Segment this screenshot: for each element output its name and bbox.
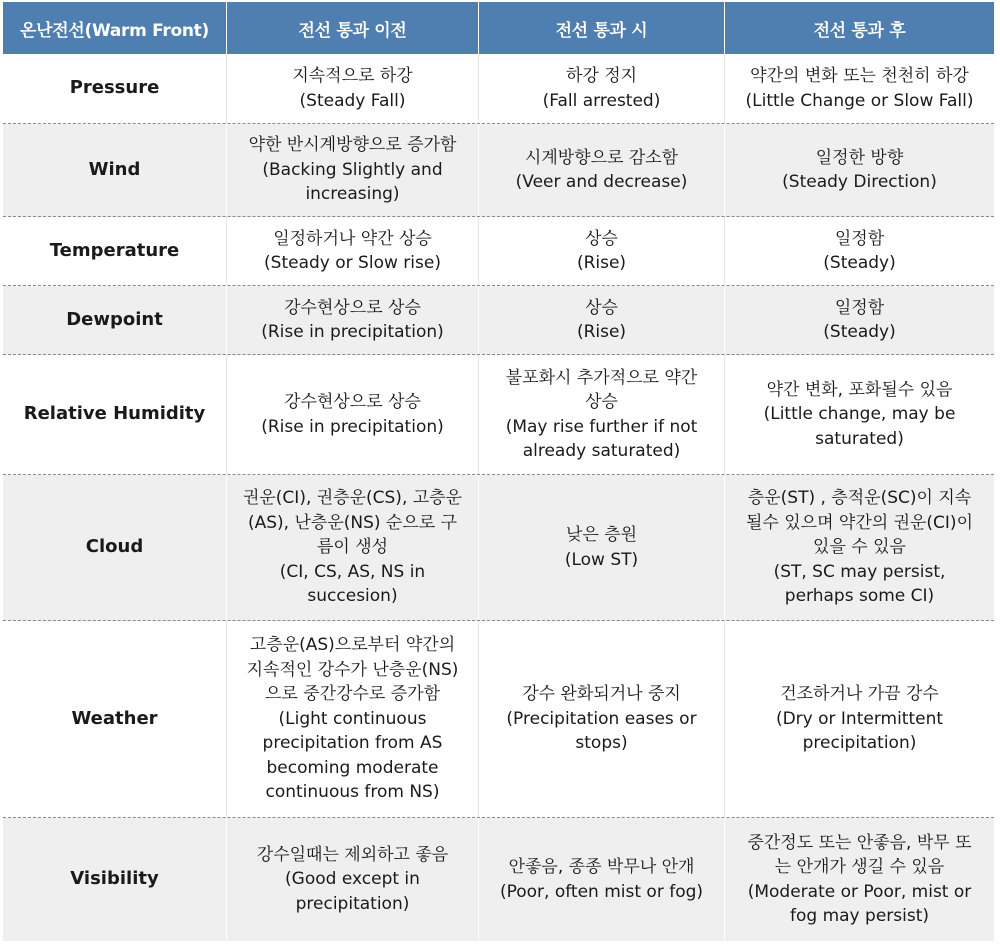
cell-text-line: 될수 있으며 약간의 권운(CI)이 — [745, 512, 973, 533]
table-header-row — [3, 2, 994, 54]
cell-text-line: 상승 — [585, 392, 618, 412]
cell-text-line: (Low ST) — [564, 549, 639, 570]
row-label: Visibility — [3, 818, 227, 941]
cell-text-line: precipitation) — [802, 733, 917, 754]
cell-text-line: (Fall arrested) — [542, 90, 661, 111]
cell-text-line: (Rise) — [576, 253, 627, 273]
header-before-passage: 전선 통과 이전 — [227, 2, 479, 54]
cell-text-line: 강수일때는 제외하고 좋음 — [256, 844, 449, 865]
cell-text-line: 약간 변화, 포화될수 있음 — [766, 379, 953, 400]
cell-after — [725, 818, 994, 941]
cell-text-line: 강수현상으로 상승 — [284, 297, 421, 318]
cell-text-line: 지속적으로 하강 — [292, 66, 413, 86]
table-row — [3, 621, 994, 818]
table-row — [3, 355, 994, 475]
cell-text-line: 강수현상으로 상승 — [284, 392, 421, 412]
cell-text-line: 상승 — [585, 297, 618, 318]
cell-after — [725, 475, 994, 620]
cell-text-line: (Steady Fall) — [299, 90, 406, 111]
cell-text-line: 름이 생성 — [316, 537, 389, 558]
cell-text-line: precipitation) — [295, 893, 410, 914]
table-row — [3, 818, 994, 941]
cell-text-line: 약한 반시계방향으로 증가함 — [248, 135, 457, 156]
table-row — [3, 124, 994, 217]
cell-after — [725, 621, 994, 817]
cell-text-line: already saturated) — [522, 441, 681, 461]
warm-front-table — [3, 2, 994, 941]
cell-text-line: 하강 정지 — [565, 66, 638, 86]
table-row — [3, 217, 994, 286]
header-title: 온난전선(Warm Front) — [3, 2, 227, 54]
cell-text-line: 상승 — [585, 228, 618, 249]
cell-text-line: (Little change, may be — [763, 404, 956, 425]
cell-during — [479, 286, 725, 354]
row-label: Relative Humidity — [3, 355, 227, 474]
cell-before — [227, 54, 479, 123]
cell-before — [227, 475, 479, 620]
cell-text-line: (Precipitation eases or — [506, 708, 697, 729]
row-label: Weather — [3, 621, 227, 817]
cell-before — [227, 124, 479, 216]
cell-during — [479, 818, 725, 941]
cell-after — [725, 286, 994, 354]
cell-text-line: continuous from NS) — [265, 782, 440, 803]
cell-before — [227, 818, 479, 941]
cell-text-line: (Veer and decrease) — [515, 172, 688, 192]
cell-text-line: (Light continuous — [278, 708, 427, 729]
cell-text-line: (Rise in precipitation) — [261, 322, 444, 342]
cell-text-line: 일정하거나 약간 상승 — [273, 228, 432, 249]
cell-text-line: 강수 완화되거나 중지 — [522, 684, 681, 705]
cell-text-line: 일정함 — [834, 228, 885, 249]
cell-text-line: 는 안개가 생길 수 있음 — [774, 857, 945, 877]
cell-text-line: 층운(ST) , 층적운(SC)이 지속 — [747, 488, 972, 509]
cell-text-line: (Steady or Slow rise) — [264, 253, 441, 273]
cell-text-line: 일정함 — [834, 297, 885, 318]
cell-text-line: increasing) — [305, 184, 400, 205]
cell-during — [479, 54, 725, 123]
row-label: Wind — [3, 124, 227, 216]
cell-text-line: 안좋음, 종종 박무나 안개 — [508, 857, 695, 877]
table-row — [3, 54, 994, 124]
cell-during — [479, 621, 725, 817]
cell-text-line: 고층운(AS)으로부터 약간의 — [249, 635, 456, 656]
cell-text-line: 약간의 변화 또는 천천히 하강 — [750, 66, 969, 86]
cell-text-line: (Good except in — [285, 869, 420, 890]
cell-text-line: (Dry or Intermittent — [775, 708, 944, 729]
cell-text-line: becoming moderate — [266, 757, 439, 778]
cell-text-line: fog may persist) — [790, 906, 929, 926]
cell-before — [227, 217, 479, 285]
cell-text-line: (Backing Slightly and — [262, 159, 443, 180]
cell-text-line: (Steady) — [823, 253, 896, 273]
cell-during — [479, 355, 725, 474]
cell-after — [725, 217, 994, 285]
cell-text-line: 으로 중간강수로 증가함 — [264, 684, 441, 705]
cell-text-line: 시계방향으로 감소함 — [524, 147, 679, 168]
cell-text-line: perhaps some CI) — [784, 586, 935, 607]
cell-text-line: succesion) — [307, 586, 398, 607]
cell-text-line: 낮은 층원 — [565, 525, 638, 545]
cell-text-line: (ST, SC may persist, — [773, 561, 946, 582]
cell-text-line: (Steady) — [823, 322, 896, 342]
cell-text-line: (Moderate or Poor, mist or — [747, 881, 972, 902]
cell-before — [227, 286, 479, 354]
table-body — [3, 54, 994, 941]
cell-text-line: 일정한 방향 — [815, 147, 904, 168]
table-row — [3, 286, 994, 355]
cell-before — [227, 355, 479, 474]
row-label: Cloud — [3, 475, 227, 620]
cell-text-line: stops) — [575, 733, 628, 754]
table-row — [3, 475, 994, 621]
row-label: Dewpoint — [3, 286, 227, 354]
cell-after — [725, 355, 994, 474]
cell-text-line: (Poor, often mist or fog) — [499, 881, 704, 902]
cell-text-line: (Rise in precipitation) — [261, 416, 444, 437]
cell-text-line: (AS), 난층운(NS) 순으로 구 — [247, 512, 458, 533]
row-label: Pressure — [3, 54, 227, 123]
cell-text-line: (Little Change or Slow Fall) — [745, 90, 974, 111]
cell-during — [479, 475, 725, 620]
cell-text-line: 권운(CI), 권층운(CS), 고층운 — [242, 488, 463, 509]
cell-text-line: 불포화시 추가적으로 약간 — [505, 367, 698, 388]
cell-text-line: (CI, CS, AS, NS in — [279, 561, 426, 582]
header-after-passage: 전선 통과 후 — [725, 2, 994, 54]
cell-text-line: (May rise further if not — [505, 416, 698, 437]
row-label: Temperature — [3, 217, 227, 285]
cell-during — [479, 217, 725, 285]
cell-text-line: saturated) — [815, 428, 904, 449]
cell-before — [227, 621, 479, 817]
cell-text-line: precipitation from AS — [262, 733, 443, 754]
cell-after — [725, 124, 994, 216]
cell-text-line: 중간정도 또는 안좋음, 박무 또 — [747, 832, 972, 853]
header-during-passage: 전선 통과 시 — [479, 2, 725, 54]
cell-after — [725, 54, 994, 123]
cell-text-line: (Steady Direction) — [782, 172, 937, 192]
cell-during — [479, 124, 725, 216]
cell-text-line: (Rise) — [576, 322, 627, 342]
cell-text-line: 건조하거나 가끔 강수 — [780, 684, 939, 705]
cell-text-line: 있을 수 있음 — [813, 537, 906, 558]
cell-text-line: 지속적인 강수가 난층운(NS) — [246, 659, 459, 680]
